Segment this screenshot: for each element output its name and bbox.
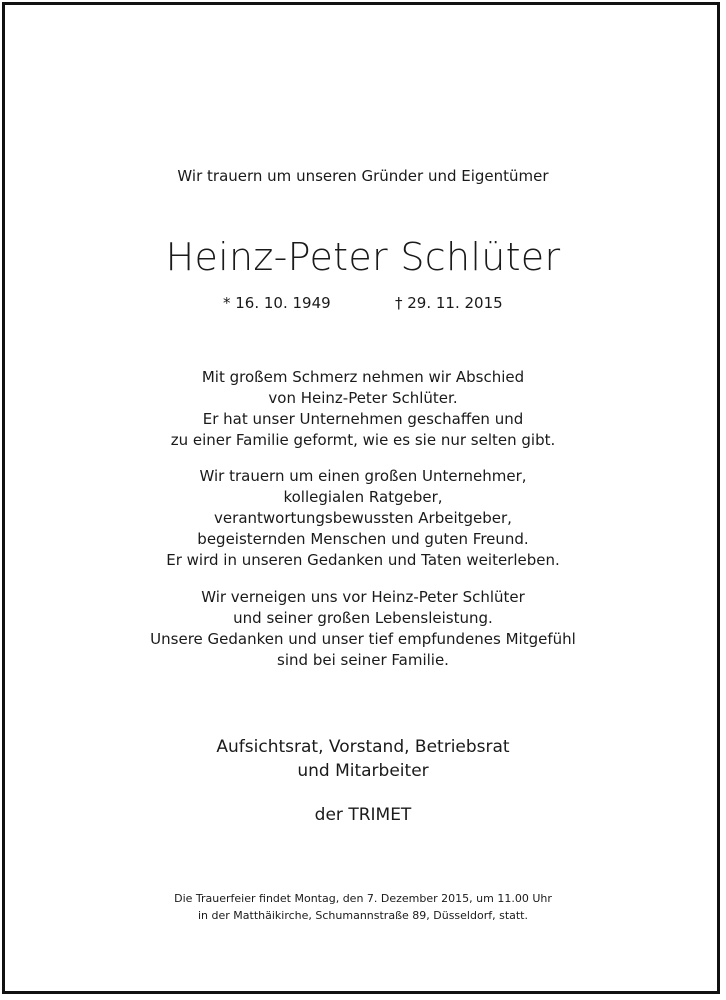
paragraph-line: zu einer Familie geformt, wie es sie nur selten gibt. [170,431,556,449]
paragraph-line: und seiner großen Lebensleistung. [233,609,493,627]
paragraph-line: Er wird in unseren Gedanken und Taten weiterleben. [166,551,560,569]
funeral-line: in der Matthäikirche, Schumannstraße 89, Düsseldorf, statt. [197,909,528,922]
signers [0,735,726,783]
paragraph-line: Er hat unser Unternehmen geschaffen und [202,410,524,428]
paragraph-line: Mit großem Schmerz nehmen wir Abschied [201,368,525,386]
paragraph-mourning [0,466,726,571]
paragraph-line: verantwortungsbewussten Arbeitgeber, [214,509,512,527]
intro-text: Wir trauern um unseren Gründer und Eigentümer [177,167,549,185]
paragraph-line: Wir trauern um einen großen Unternehmer, [199,467,527,485]
company-name: der TRIMET [314,805,412,825]
paragraph-line: von Heinz-Peter Schlüter. [268,389,458,407]
funeral-line: Die Trauerfeier findet Montag, den 7. Dezember 2015, um 11.00 Uhr [174,892,552,905]
paragraph-tribute [0,587,726,671]
paragraph-line: begeisternden Menschen und guten Freund. [197,530,529,548]
paragraph-line: sind bei seiner Familie. [277,651,449,669]
signer-line: und Mitarbeiter [297,761,429,781]
paragraph-line: Unsere Gedanken und unser tief empfundenes Mitgefühl [150,630,576,648]
funeral-info [0,890,726,924]
birth-date: * 16. 10. 1949 [223,294,331,312]
deceased-name: Heinz-Peter Schlüter [165,235,561,279]
paragraph-farewell [0,367,726,451]
paragraph-line: kollegialen Ratgeber, [283,488,443,506]
paragraph-line: Wir verneigen uns vor Heinz-Peter Schlüter [201,588,525,606]
death-date: † 29. 11. 2015 [395,294,503,312]
signer-line: Aufsichtsrat, Vorstand, Betriebsrat [216,737,510,757]
